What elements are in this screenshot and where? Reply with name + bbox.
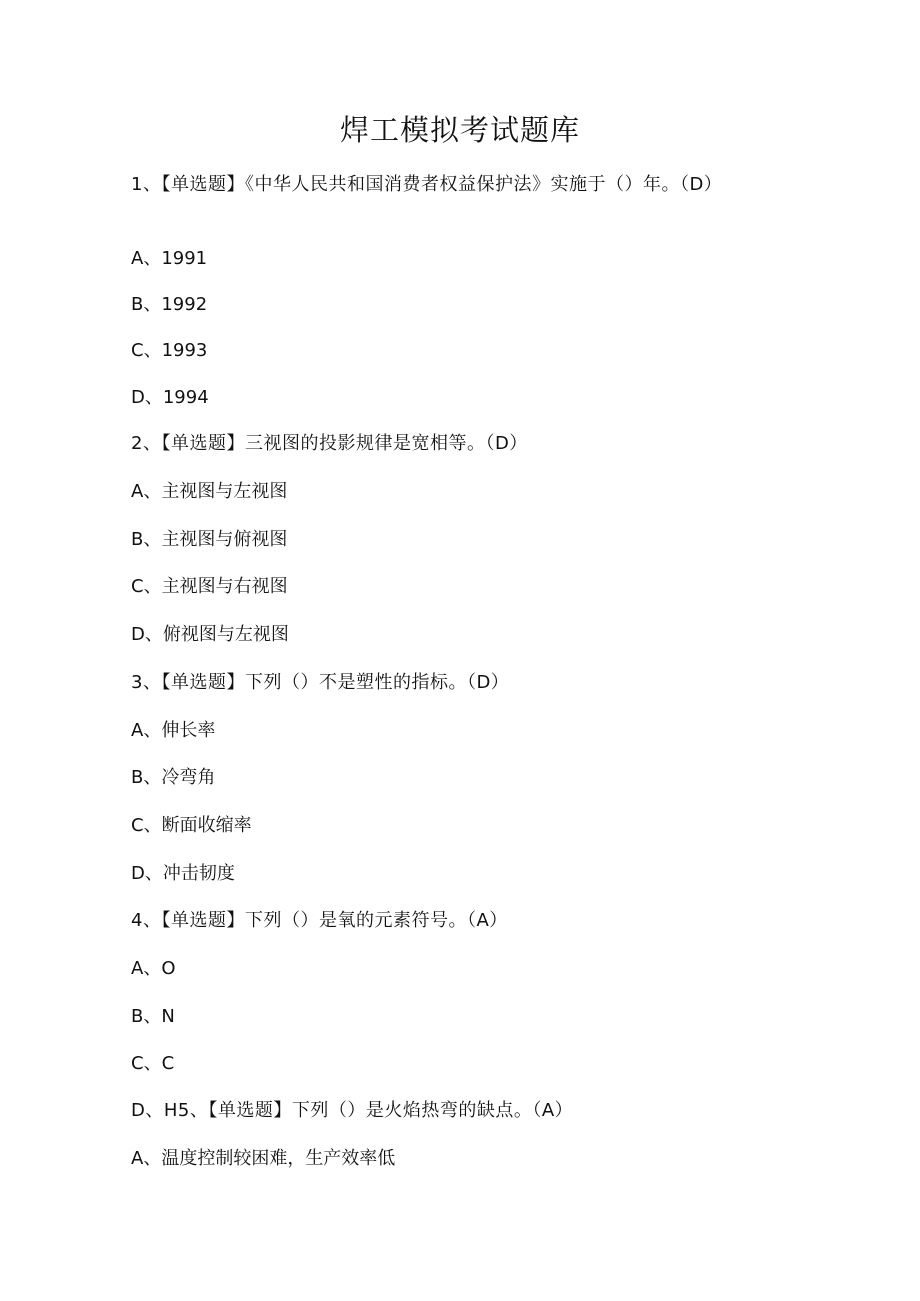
option-2-b: B、主视图与俯视图: [131, 529, 288, 550]
option-3-d: D、冲击韧度: [131, 863, 235, 884]
option-4-b: B、N: [131, 1006, 175, 1027]
question-3: 3、【单选题】下列（）不是塑性的指标。（D）: [131, 672, 510, 693]
option-5-a: A、温度控制较困难，生产效率低: [131, 1148, 396, 1169]
option-4-d-question-5: D、H5、【单选题】下列（）是火焰热弯的缺点。（A）: [131, 1100, 574, 1121]
option-3-a: A、伸长率: [131, 720, 216, 741]
option-4-c: C、C: [131, 1053, 175, 1074]
question-4: 4、【单选题】下列（）是氧的元素符号。（A）: [131, 910, 508, 931]
option-1-d: D、1994: [131, 387, 209, 408]
option-2-d: D、俯视图与左视图: [131, 624, 289, 645]
option-3-c: C、断面收缩率: [131, 815, 252, 836]
option-2-c: C、主视图与右视图: [131, 576, 288, 597]
option-1-c: C、1993: [131, 340, 208, 361]
option-3-b: B、冷弯角: [131, 767, 216, 788]
option-1-b: B、1992: [131, 294, 208, 315]
option-2-a: A、主视图与左视图: [131, 481, 288, 502]
option-1-a: A、1991: [131, 248, 208, 269]
question-2: 2、【单选题】三视图的投影规律是宽相等。（D）: [131, 433, 528, 454]
option-4-a: A、O: [131, 958, 176, 979]
page-title: 焊工模拟考试题库: [339, 113, 580, 147]
question-1: 1、【单选题】《中华人民共和国消费者权益保护法》实施于（）年。（D）: [131, 174, 723, 195]
